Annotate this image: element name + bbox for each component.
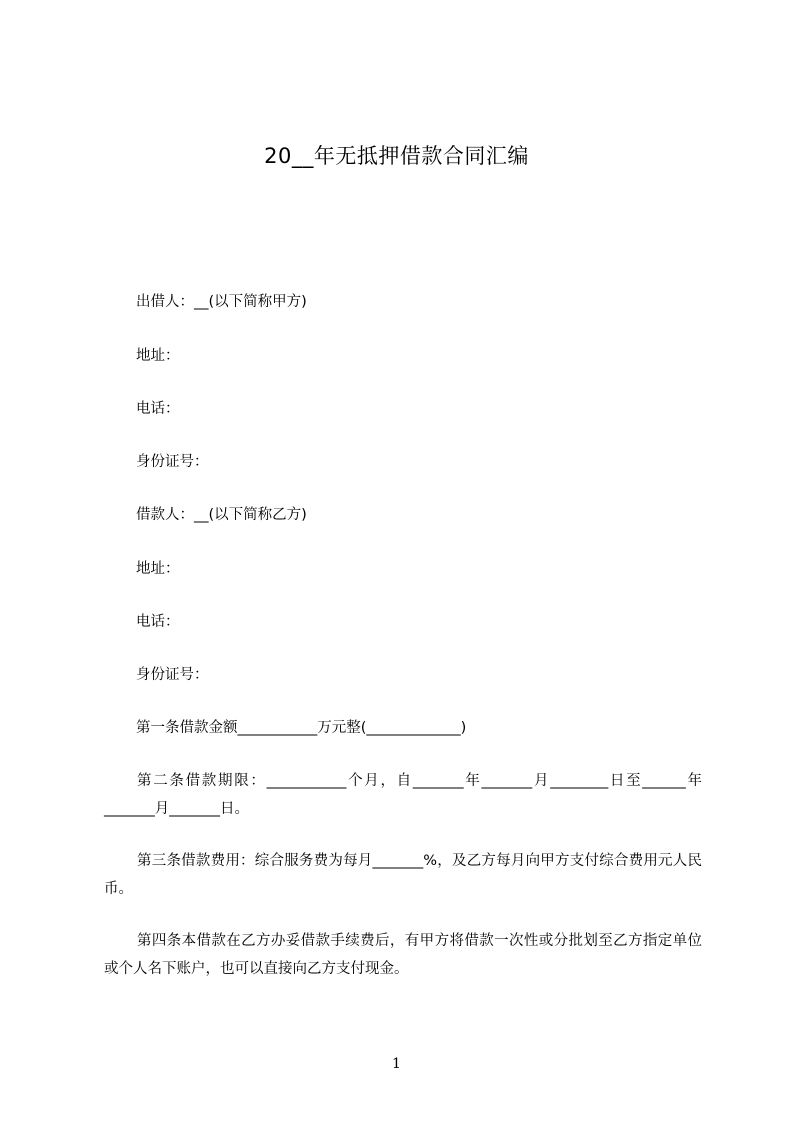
borrower-address-line: 地址： bbox=[136, 561, 180, 577]
page-number: 1 bbox=[392, 1056, 401, 1072]
borrower-phone-line: 电话： bbox=[136, 614, 180, 630]
lender-phone-line: 电话： bbox=[136, 401, 180, 417]
lender-address-line: 地址： bbox=[136, 348, 180, 364]
article-3-loan-fees: 第三条借款费用：综合服务费为每月_______%，及乙方每月向甲方支付综合费用元人民币。 bbox=[104, 853, 702, 897]
article-4-disbursement: 第四条本借款在乙方办妥借款手续费后，有甲方将借款一次性或分批划至乙方指定单位或个人名下账户，也可以直接向乙方支付现金。 bbox=[104, 933, 702, 977]
document-title: 20__年无抵押借款合同汇编 bbox=[264, 144, 529, 168]
borrower-name-line: 借款人：__(以下简称乙方) bbox=[136, 507, 307, 523]
lender-name-line: 出借人：__(以下简称甲方) bbox=[136, 294, 307, 310]
article-1-loan-amount: 第一条借款金额___________万元整(_____________) bbox=[136, 720, 467, 736]
article-2-loan-term: 第二条借款期限：___________个月，自_______年_______月________日至______年_______月_______日。 bbox=[104, 773, 702, 817]
borrower-id-line: 身份证号： bbox=[136, 667, 209, 683]
lender-id-line: 身份证号： bbox=[136, 454, 209, 470]
